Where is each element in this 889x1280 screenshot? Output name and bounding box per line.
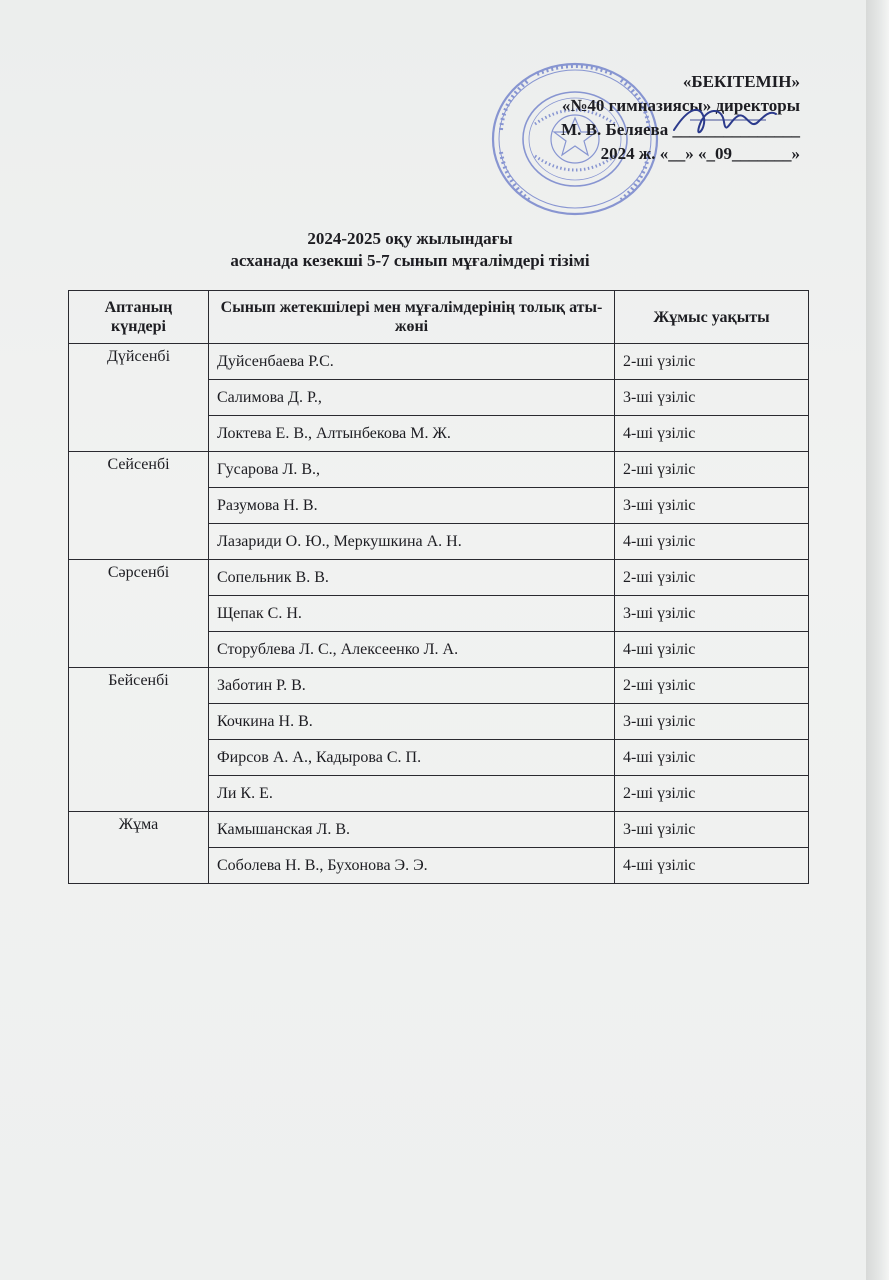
teacher-cell: Кочкина Н. В. xyxy=(209,704,615,740)
table-row xyxy=(69,560,809,596)
teacher-cell: Камышанская Л. В. xyxy=(209,812,615,848)
teacher-cell: Лазариди О. Ю., Меркушкина А. Н. xyxy=(209,524,615,560)
document-title xyxy=(150,228,670,272)
title-line-1: 2024-2025 оқу жылындағы xyxy=(307,229,513,248)
teacher-cell: Локтева Е. В., Алтынбекова М. Ж. xyxy=(209,416,615,452)
teacher-cell: Дуйсенбаева Р.С. xyxy=(209,344,615,380)
approval-director-title: «№40 гимназиясы» директоры xyxy=(561,96,800,115)
day-cell: Сәрсенбі xyxy=(69,560,209,668)
title-line-2: асханада кезекші 5-7 сынып мұғалімдері тізімі xyxy=(230,251,590,270)
time-cell: 4-ші үзіліс xyxy=(615,632,809,668)
teacher-cell: Ли К. Е. xyxy=(209,776,615,812)
day-cell: Жұма xyxy=(69,812,209,884)
table-row xyxy=(69,452,809,488)
time-cell: 2-ші үзіліс xyxy=(615,344,809,380)
teacher-cell: Разумова Н. В. xyxy=(209,488,615,524)
time-cell: 4-ші үзіліс xyxy=(615,848,809,884)
teacher-cell: Гусарова Л. В., xyxy=(209,452,615,488)
page-edge xyxy=(866,0,889,1280)
approval-heading: «БЕКІТЕМІН» xyxy=(682,72,800,91)
teacher-cell: Фирсов А. А., Кадырова С. П. xyxy=(209,740,615,776)
header-teachers: Сынып жетекшілері мен мұғалімдерінің толық аты-жөні xyxy=(209,291,615,344)
teacher-cell: Сопельник В. В. xyxy=(209,560,615,596)
time-cell: 2-ші үзіліс xyxy=(615,668,809,704)
time-cell: 2-ші үзіліс xyxy=(615,560,809,596)
teacher-cell: Салимова Д. Р., xyxy=(209,380,615,416)
duty-schedule-table xyxy=(68,290,809,884)
time-cell: 3-ші үзіліс xyxy=(615,488,809,524)
signature-icon xyxy=(670,100,780,150)
approval-director-name: М. В. Беляева _______________ xyxy=(561,120,800,139)
day-cell: Сейсенбі xyxy=(69,452,209,560)
time-cell: 4-ші үзіліс xyxy=(615,416,809,452)
time-cell: 4-ші үзіліс xyxy=(615,524,809,560)
table-row xyxy=(69,668,809,704)
header-weekday: Аптаның күндері xyxy=(69,291,209,344)
approval-date: 2024 ж. «__» «_09_______» xyxy=(600,144,800,163)
time-cell: 4-ші үзіліс xyxy=(615,740,809,776)
teacher-cell: Щепак С. Н. xyxy=(209,596,615,632)
header-work-time: Жұмыс уақыты xyxy=(615,291,809,344)
table-row xyxy=(69,344,809,380)
time-cell: 3-ші үзіліс xyxy=(615,380,809,416)
teacher-cell: Сторублева Л. С., Алексеенко Л. А. xyxy=(209,632,615,668)
time-cell: 3-ші үзіліс xyxy=(615,596,809,632)
teacher-cell: Соболева Н. В., Бухонова Э. Э. xyxy=(209,848,615,884)
time-cell: 2-ші үзіліс xyxy=(615,776,809,812)
time-cell: 3-ші үзіліс xyxy=(615,704,809,740)
table-header-row xyxy=(69,291,809,344)
teacher-cell: Заботин Р. В. xyxy=(209,668,615,704)
day-cell: Дүйсенбі xyxy=(69,344,209,452)
time-cell: 3-ші үзіліс xyxy=(615,812,809,848)
day-cell: Бейсенбі xyxy=(69,668,209,812)
time-cell: 2-ші үзіліс xyxy=(615,452,809,488)
table-row xyxy=(69,812,809,848)
